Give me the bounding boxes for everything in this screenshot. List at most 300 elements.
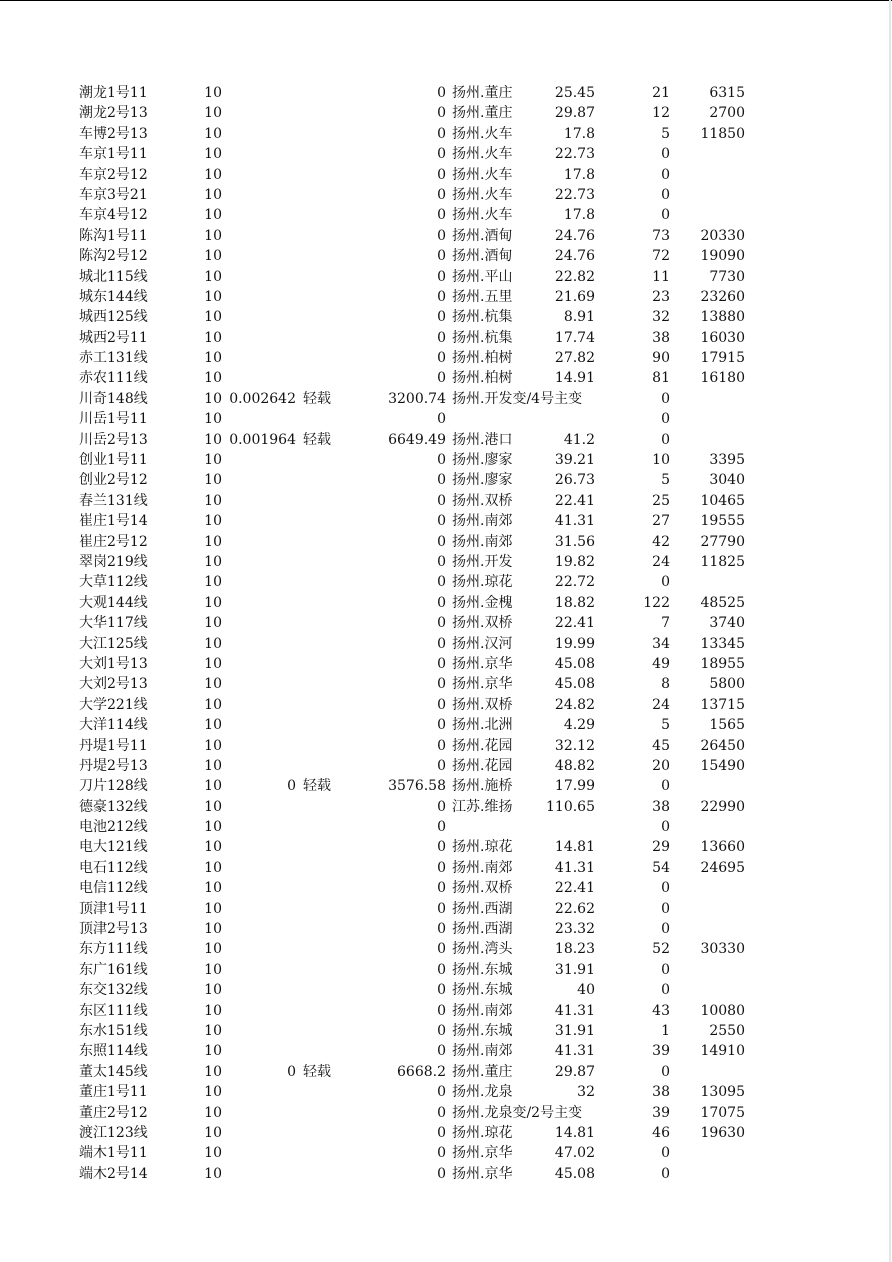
line-length-cell: 17.8: [563, 207, 595, 224]
voltage-cell: 10: [204, 329, 222, 346]
capacity-cell: 3740: [709, 615, 745, 632]
load-value-cell: 0: [437, 696, 446, 713]
transformer-count-cell: 49: [652, 655, 670, 672]
transformer-count-cell: 7: [661, 615, 670, 632]
substation-cell: 扬州.西湖: [452, 900, 513, 917]
voltage-cell: 10: [204, 248, 222, 265]
load-value-cell: 0: [437, 411, 446, 428]
line-name-cell: 创业2号12: [79, 472, 148, 489]
capacity-cell: 2700: [709, 105, 745, 122]
voltage-cell: 10: [204, 85, 222, 101]
line-length-cell: 18.23: [554, 941, 595, 958]
load-value-cell: 0: [437, 859, 446, 876]
voltage-cell: 10: [204, 778, 222, 795]
line-length-cell: 31.56: [554, 533, 595, 550]
substation-cell: 扬州.花园: [452, 737, 513, 754]
transformer-count-cell: 0: [661, 1165, 670, 1182]
line-name-cell: 车京4号12: [79, 207, 148, 224]
table-row: [0, 715, 892, 735]
line-name-cell: 董庄1号11: [79, 1084, 148, 1101]
voltage-cell: 10: [204, 819, 222, 836]
transformer-count-cell: 72: [652, 248, 670, 265]
capacity-cell: 26450: [700, 737, 745, 754]
substation-cell: 扬州.东城: [452, 1022, 513, 1039]
voltage-cell: 10: [204, 350, 222, 367]
capacity-cell: 17915: [700, 350, 745, 367]
line-name-cell: 川岳1号11: [79, 411, 148, 428]
capacity-cell: 13660: [700, 839, 745, 856]
load-value-cell: 0: [437, 513, 446, 530]
voltage-cell: 10: [204, 1104, 222, 1121]
transformer-count-cell: 43: [652, 1002, 670, 1019]
voltage-cell: 10: [204, 635, 222, 652]
line-name-cell: 城东144线: [79, 288, 148, 305]
capacity-cell: 16030: [700, 329, 745, 346]
table-row: [0, 185, 892, 205]
voltage-cell: 10: [204, 227, 222, 244]
table-row: [0, 960, 892, 980]
substation-cell: 扬州.火车: [452, 207, 513, 224]
line-name-cell: 电信112线: [79, 880, 148, 897]
substation-cell: 扬州.董庄: [452, 1063, 513, 1080]
transformer-count-cell: 5: [661, 472, 670, 489]
line-name-cell: 顶津2号13: [79, 921, 148, 938]
table-row: [0, 348, 892, 368]
capacity-cell: 11825: [700, 553, 745, 570]
load-value-cell: 0: [437, 635, 446, 652]
table-row: [0, 287, 892, 307]
line-name-cell: 翠岗219线: [79, 553, 148, 570]
table-row: [0, 552, 892, 572]
load-value-cell: 6668.2: [397, 1063, 446, 1080]
voltage-cell: 10: [204, 757, 222, 774]
table-row: [0, 593, 892, 613]
line-length-cell: 47.02: [554, 1145, 595, 1162]
load-value-cell: 3200.74: [388, 390, 446, 407]
line-name-cell: 赤农111线: [79, 370, 148, 387]
table-row: [0, 532, 892, 552]
load-rate-cell: 0: [287, 778, 296, 795]
load-value-cell: 0: [437, 492, 446, 509]
table-row: [0, 674, 892, 694]
table-row: [0, 165, 892, 185]
line-name-cell: 顶津1号11: [79, 900, 148, 917]
load-value-cell: 0: [437, 350, 446, 367]
line-length-cell: 41.31: [554, 513, 595, 530]
voltage-cell: 10: [204, 166, 222, 183]
transformer-count-cell: 8: [661, 676, 670, 693]
substation-cell: 扬州.董庄: [452, 105, 513, 122]
load-rate-cell: 0: [287, 1063, 296, 1080]
transformer-count-cell: 5: [661, 717, 670, 734]
load-value-cell: 0: [437, 370, 446, 387]
substation-cell: 扬州.西湖: [452, 921, 513, 938]
capacity-cell: 23260: [700, 288, 745, 305]
load-value-cell: 0: [437, 880, 446, 897]
voltage-cell: 10: [204, 125, 222, 142]
transformer-count-cell: 0: [661, 819, 670, 836]
line-length-cell: 17.8: [563, 166, 595, 183]
substation-cell: 扬州.龙泉: [452, 1084, 513, 1101]
line-length-cell: 17.74: [554, 329, 595, 346]
capacity-cell: 22990: [700, 798, 745, 815]
substation-cell: 扬州.开发变/4号主变: [452, 390, 583, 407]
load-value-cell: 0: [437, 105, 446, 122]
transformer-count-cell: 24: [652, 696, 670, 713]
line-length-cell: 31.91: [554, 961, 595, 978]
load-status-cell: 轻载: [303, 390, 331, 407]
load-value-cell: 0: [437, 982, 446, 999]
capacity-cell: 1565: [709, 717, 745, 734]
transformer-count-cell: 42: [652, 533, 670, 550]
line-name-cell: 陈沟1号11: [79, 227, 148, 244]
table-row: [0, 980, 892, 1000]
voltage-cell: 10: [204, 594, 222, 611]
substation-cell: 扬州.湾头: [452, 941, 513, 958]
line-name-cell: 陈沟2号12: [79, 248, 148, 265]
substation-cell: 扬州.双桥: [452, 696, 513, 713]
line-length-cell: 17.8: [563, 125, 595, 142]
transformer-count-cell: 39: [652, 1104, 670, 1121]
line-length-cell: 22.41: [554, 615, 595, 632]
transformer-count-cell: 21: [652, 85, 670, 101]
transformer-count-cell: 122: [643, 594, 670, 611]
substation-cell: 扬州.董庄: [452, 85, 513, 101]
capacity-cell: 24695: [700, 859, 745, 876]
table-row: [0, 776, 892, 796]
load-value-cell: 0: [437, 1084, 446, 1101]
voltage-cell: 10: [204, 655, 222, 672]
line-name-cell: 赤工131线: [79, 350, 148, 367]
load-value-cell: 0: [437, 921, 446, 938]
spreadsheet-table: [0, 83, 892, 1184]
substation-cell: 扬州.火车: [452, 166, 513, 183]
substation-cell: 扬州.南郊: [452, 1002, 513, 1019]
table-row: [0, 899, 892, 919]
line-name-cell: 丹堤2号13: [79, 757, 148, 774]
page-top-border: [0, 0, 892, 1]
table-row: [0, 368, 892, 388]
voltage-cell: 10: [204, 1165, 222, 1182]
transformer-count-cell: 1: [661, 1022, 670, 1039]
line-name-cell: 春兰131线: [79, 492, 148, 509]
load-value-cell: 0: [437, 574, 446, 591]
voltage-cell: 10: [204, 472, 222, 489]
capacity-cell: 18955: [700, 655, 745, 672]
load-value-cell: 0: [437, 207, 446, 224]
voltage-cell: 10: [204, 696, 222, 713]
voltage-cell: 10: [204, 452, 222, 469]
table-row: [0, 205, 892, 225]
load-status-cell: 轻载: [303, 431, 331, 448]
voltage-cell: 10: [204, 1145, 222, 1162]
voltage-cell: 10: [204, 737, 222, 754]
table-row: [0, 919, 892, 939]
transformer-count-cell: 38: [652, 1084, 670, 1101]
substation-cell: 扬州.廖家: [452, 452, 513, 469]
table-row: [0, 307, 892, 327]
capacity-cell: 5800: [709, 676, 745, 693]
capacity-cell: 3395: [709, 452, 745, 469]
capacity-cell: 20330: [700, 227, 745, 244]
table-row: [0, 1103, 892, 1123]
transformer-count-cell: 0: [661, 900, 670, 917]
load-value-cell: 0: [437, 288, 446, 305]
line-name-cell: 创业1号11: [79, 452, 148, 469]
capacity-cell: 27790: [700, 533, 745, 550]
substation-cell: 扬州.五里: [452, 288, 513, 305]
table-row: [0, 939, 892, 959]
capacity-cell: 13095: [700, 1084, 745, 1101]
line-name-cell: 东照114线: [79, 1043, 148, 1060]
table-row: [0, 226, 892, 246]
line-name-cell: 大洋114线: [79, 717, 148, 734]
line-length-cell: 14.81: [554, 839, 595, 856]
transformer-count-cell: 29: [652, 839, 670, 856]
transformer-count-cell: 12: [652, 105, 670, 122]
load-value-cell: 0: [437, 676, 446, 693]
line-length-cell: 18.82: [554, 594, 595, 611]
line-length-cell: 22.82: [554, 268, 595, 285]
table-row: [0, 858, 892, 878]
load-value-cell: 0: [437, 248, 446, 265]
transformer-count-cell: 0: [661, 411, 670, 428]
voltage-cell: 10: [204, 1124, 222, 1141]
load-rate-cell: 0.001964: [229, 431, 296, 448]
substation-cell: 扬州.酒甸: [452, 227, 513, 244]
table-row: [0, 328, 892, 348]
line-name-cell: 大学221线: [79, 696, 148, 713]
load-value-cell: 0: [437, 472, 446, 489]
transformer-count-cell: 38: [652, 798, 670, 815]
line-length-cell: 14.81: [554, 1124, 595, 1141]
substation-cell: 扬州.平山: [452, 268, 513, 285]
transformer-count-cell: 10: [652, 452, 670, 469]
line-length-cell: 21.69: [554, 288, 595, 305]
table-row: [0, 695, 892, 715]
table-row: [0, 409, 892, 429]
line-length-cell: 26.73: [554, 472, 595, 489]
load-value-cell: 0: [437, 594, 446, 611]
load-value-cell: 0: [437, 1104, 446, 1121]
load-value-cell: 0: [437, 655, 446, 672]
table-row: [0, 470, 892, 490]
line-length-cell: 29.87: [554, 105, 595, 122]
line-name-cell: 崔庄1号14: [79, 513, 148, 530]
voltage-cell: 10: [204, 390, 222, 407]
load-value-cell: 0: [437, 798, 446, 815]
line-name-cell: 丹堤1号11: [79, 737, 148, 754]
substation-cell: 江苏.维扬: [452, 798, 513, 815]
load-value-cell: 0: [437, 717, 446, 734]
line-name-cell: 大草112线: [79, 574, 148, 591]
voltage-cell: 10: [204, 615, 222, 632]
load-value-cell: 0: [437, 329, 446, 346]
line-name-cell: 渡江123线: [79, 1124, 148, 1141]
line-length-cell: 45.08: [554, 1165, 595, 1182]
load-value-cell: 0: [437, 1145, 446, 1162]
line-length-cell: 4.29: [563, 717, 595, 734]
line-name-cell: 董庄2号12: [79, 1104, 148, 1121]
voltage-cell: 10: [204, 146, 222, 163]
line-length-cell: 29.87: [554, 1063, 595, 1080]
capacity-cell: 3040: [709, 472, 745, 489]
line-name-cell: 大华117线: [79, 615, 148, 632]
load-value-cell: 0: [437, 85, 446, 101]
substation-cell: 扬州.柏树: [452, 350, 513, 367]
substation-cell: 扬州.施桥: [452, 778, 513, 795]
transformer-count-cell: 34: [652, 635, 670, 652]
table-row: [0, 1001, 892, 1021]
load-value-cell: 0: [437, 737, 446, 754]
load-value-cell: 0: [437, 125, 446, 142]
voltage-cell: 10: [204, 492, 222, 509]
load-value-cell: 0: [437, 839, 446, 856]
load-value-cell: 0: [437, 452, 446, 469]
table-row: [0, 83, 892, 103]
transformer-count-cell: 27: [652, 513, 670, 530]
transformer-count-cell: 0: [661, 574, 670, 591]
substation-cell: 扬州.龙泉变/2号主变: [452, 1104, 583, 1121]
line-length-cell: 32: [577, 1084, 595, 1101]
table-row: [0, 246, 892, 266]
voltage-cell: 10: [204, 880, 222, 897]
line-name-cell: 东广161线: [79, 961, 148, 978]
line-length-cell: 32.12: [554, 737, 595, 754]
transformer-count-cell: 11: [652, 268, 670, 285]
voltage-cell: 10: [204, 717, 222, 734]
substation-cell: 扬州.京华: [452, 655, 513, 672]
line-length-cell: 8.91: [563, 309, 595, 326]
voltage-cell: 10: [204, 431, 222, 448]
load-value-cell: 0: [437, 757, 446, 774]
line-length-cell: 19.99: [554, 635, 595, 652]
capacity-cell: 15490: [700, 757, 745, 774]
table-row: [0, 389, 892, 409]
line-length-cell: 24.82: [554, 696, 595, 713]
load-value-cell: 0: [437, 900, 446, 917]
voltage-cell: 10: [204, 941, 222, 958]
substation-cell: 扬州.琼花: [452, 839, 513, 856]
load-status-cell: 轻载: [303, 778, 331, 795]
capacity-cell: 11850: [700, 125, 745, 142]
voltage-cell: 10: [204, 1084, 222, 1101]
transformer-count-cell: 0: [661, 207, 670, 224]
line-name-cell: 潮龙2号13: [79, 105, 148, 122]
line-length-cell: 19.82: [554, 553, 595, 570]
line-length-cell: 22.73: [554, 146, 595, 163]
table-row: [0, 736, 892, 756]
transformer-count-cell: 0: [661, 146, 670, 163]
line-length-cell: 14.91: [554, 370, 595, 387]
table-row: [0, 654, 892, 674]
load-value-cell: 0: [437, 268, 446, 285]
substation-cell: 扬州.汉河: [452, 635, 513, 652]
transformer-count-cell: 46: [652, 1124, 670, 1141]
voltage-cell: 10: [204, 574, 222, 591]
substation-cell: 扬州.京华: [452, 676, 513, 693]
substation-cell: 扬州.柏树: [452, 370, 513, 387]
line-name-cell: 车博2号13: [79, 125, 148, 142]
table-row: [0, 267, 892, 287]
voltage-cell: 10: [204, 921, 222, 938]
load-value-cell: 0: [437, 533, 446, 550]
transformer-count-cell: 24: [652, 553, 670, 570]
load-status-cell: 轻载: [303, 1063, 331, 1080]
transformer-count-cell: 0: [661, 431, 670, 448]
line-name-cell: 董太145线: [79, 1063, 148, 1080]
transformer-count-cell: 0: [661, 166, 670, 183]
capacity-cell: 19555: [700, 513, 745, 530]
line-length-cell: 110.65: [546, 798, 595, 815]
transformer-count-cell: 73: [652, 227, 670, 244]
table-row: [0, 634, 892, 654]
line-name-cell: 崔庄2号12: [79, 533, 148, 550]
table-row: [0, 491, 892, 511]
line-name-cell: 端木2号14: [79, 1165, 148, 1182]
line-length-cell: 25.45: [554, 85, 595, 101]
line-length-cell: 48.82: [554, 757, 595, 774]
load-value-cell: 0: [437, 1165, 446, 1182]
table-row: [0, 878, 892, 898]
line-length-cell: 22.62: [554, 900, 595, 917]
capacity-cell: 7730: [709, 268, 745, 285]
line-name-cell: 电石112线: [79, 859, 148, 876]
table-row: [0, 511, 892, 531]
line-name-cell: 刀片128线: [79, 778, 148, 795]
line-length-cell: 23.32: [554, 921, 595, 938]
transformer-count-cell: 54: [652, 859, 670, 876]
load-value-cell: 0: [437, 941, 446, 958]
substation-cell: 扬州.京华: [452, 1145, 513, 1162]
substation-cell: 扬州.开发: [452, 553, 513, 570]
line-length-cell: 39.21: [554, 452, 595, 469]
line-name-cell: 城北115线: [79, 268, 148, 285]
substation-cell: 扬州.琼花: [452, 1124, 513, 1141]
table-row: [0, 1123, 892, 1143]
transformer-count-cell: 0: [661, 1063, 670, 1080]
substation-cell: 扬州.南郊: [452, 1043, 513, 1060]
transformer-count-cell: 0: [661, 186, 670, 203]
line-name-cell: 车京1号11: [79, 146, 148, 163]
voltage-cell: 10: [204, 839, 222, 856]
transformer-count-cell: 0: [661, 880, 670, 897]
voltage-cell: 10: [204, 105, 222, 122]
line-name-cell: 大刘1号13: [79, 655, 148, 672]
transformer-count-cell: 25: [652, 492, 670, 509]
voltage-cell: 10: [204, 268, 222, 285]
table-row: [0, 613, 892, 633]
line-name-cell: 东交132线: [79, 982, 148, 999]
voltage-cell: 10: [204, 900, 222, 917]
line-length-cell: 41.31: [554, 859, 595, 876]
load-value-cell: 0: [437, 227, 446, 244]
voltage-cell: 10: [204, 288, 222, 305]
capacity-cell: 10080: [700, 1002, 745, 1019]
transformer-count-cell: 39: [652, 1043, 670, 1060]
load-value-cell: 0: [437, 146, 446, 163]
substation-cell: 扬州.酒甸: [452, 248, 513, 265]
voltage-cell: 10: [204, 798, 222, 815]
load-value-cell: 0: [437, 553, 446, 570]
substation-cell: 扬州.杭集: [452, 329, 513, 346]
table-row: [0, 797, 892, 817]
line-length-cell: 17.99: [554, 778, 595, 795]
transformer-count-cell: 45: [652, 737, 670, 754]
table-row: [0, 572, 892, 592]
line-name-cell: 大刘2号13: [79, 676, 148, 693]
transformer-count-cell: 5: [661, 125, 670, 142]
